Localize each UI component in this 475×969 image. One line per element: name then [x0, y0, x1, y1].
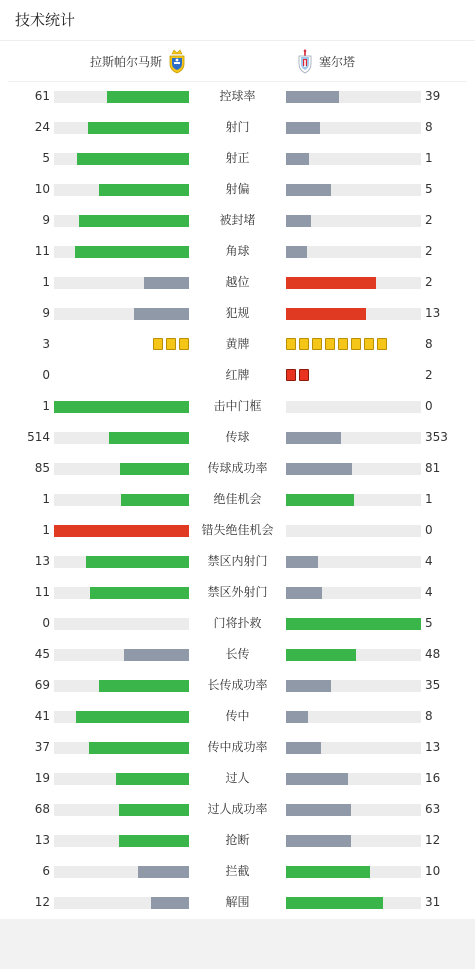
away-bar-fill — [286, 277, 376, 289]
home-value: 10 — [34, 182, 50, 196]
away-value: 63 — [425, 802, 441, 816]
away-value: 35 — [425, 678, 441, 692]
yellow-card-icon — [286, 338, 296, 350]
stat-row — [0, 112, 475, 143]
stat-label: 禁区内射门 — [207, 554, 268, 568]
home-value: 11 — [34, 244, 50, 258]
away-bar-track — [286, 277, 421, 289]
stat-label: 传中成功率 — [207, 740, 268, 754]
away-bar-fill — [286, 122, 320, 134]
stat-label: 解围 — [225, 895, 250, 909]
stat-label: 击中门框 — [213, 399, 262, 413]
red-card-icon — [299, 369, 309, 381]
home-bar-track — [54, 649, 189, 661]
home-value: 11 — [34, 585, 50, 599]
stat-row — [0, 391, 475, 422]
home-bar-track — [54, 184, 189, 196]
away-bar-fill — [286, 711, 308, 723]
yellow-card-icon — [351, 338, 361, 350]
away-bar-track — [286, 153, 421, 165]
stat-row — [0, 701, 475, 732]
away-team-name: 塞尔塔 — [319, 54, 356, 69]
away-bar-track — [286, 680, 421, 692]
yellow-card-icon — [312, 338, 322, 350]
home-bar-track — [54, 153, 189, 165]
away-value: 4 — [425, 554, 433, 568]
stat-row — [0, 794, 475, 825]
home-bar-fill — [107, 91, 189, 103]
home-value: 0 — [42, 616, 50, 630]
stat-label: 门将扑救 — [213, 616, 262, 630]
home-bar-fill — [109, 432, 189, 444]
stat-row — [0, 546, 475, 577]
home-bar-fill — [75, 246, 189, 258]
away-bar-fill — [286, 773, 348, 785]
away-cards — [286, 369, 309, 381]
away-value: 2 — [425, 275, 433, 289]
away-value: 0 — [425, 399, 433, 413]
away-value: 31 — [425, 895, 441, 909]
stat-label: 错失绝佳机会 — [201, 523, 274, 537]
yellow-card-icon — [325, 338, 335, 350]
home-bar-track — [54, 680, 189, 692]
home-bar-fill — [116, 773, 189, 785]
home-bar-track — [54, 525, 189, 537]
yellow-card-icon — [338, 338, 348, 350]
home-bar-track — [54, 246, 189, 258]
stat-row — [0, 763, 475, 794]
away-bar-track — [286, 215, 421, 227]
away-bar-track — [286, 184, 421, 196]
away-value: 13 — [425, 740, 441, 754]
home-value: 6 — [42, 864, 50, 878]
home-value: 24 — [34, 120, 50, 134]
home-bar-fill — [119, 835, 189, 847]
away-bar-fill — [286, 215, 311, 227]
stat-row — [0, 577, 475, 608]
home-bar-fill — [134, 308, 189, 320]
home-bar-track — [54, 308, 189, 320]
page-title: 技术统计 — [15, 11, 76, 29]
away-bar-fill — [286, 246, 307, 258]
away-value: 12 — [425, 833, 441, 847]
away-bar-fill — [286, 804, 351, 816]
away-bar-track — [286, 122, 421, 134]
stat-label: 长传成功率 — [207, 678, 268, 692]
header-divider — [0, 40, 475, 41]
away-bar-track — [286, 246, 421, 258]
stats-list — [0, 81, 475, 918]
home-value: 37 — [34, 740, 50, 754]
home-bar-fill — [90, 587, 189, 599]
away-value: 2 — [425, 213, 433, 227]
home-bar-fill — [54, 401, 189, 413]
yellow-card-icon — [364, 338, 374, 350]
stat-label: 犯规 — [225, 306, 250, 320]
away-bar-fill — [286, 680, 331, 692]
stat-label: 过人成功率 — [207, 802, 268, 816]
stat-label: 射正 — [225, 151, 250, 165]
stat-label: 传中 — [225, 709, 250, 723]
home-bar-fill — [54, 525, 189, 537]
away-value: 2 — [425, 244, 433, 258]
stat-row — [0, 267, 475, 298]
away-value: 1 — [425, 151, 433, 165]
away-bar-fill — [286, 153, 309, 165]
stat-label: 绝佳机会 — [213, 492, 262, 506]
stat-row — [0, 670, 475, 701]
away-bar-track — [286, 742, 421, 754]
away-bar-fill — [286, 835, 351, 847]
away-bar-fill — [286, 897, 383, 909]
stat-label: 被封堵 — [219, 213, 256, 227]
away-value: 39 — [425, 89, 441, 103]
away-value: 8 — [425, 337, 433, 351]
home-value: 1 — [42, 492, 50, 506]
away-bar-fill — [286, 494, 354, 506]
away-bar-track — [286, 463, 421, 475]
stat-row — [0, 174, 475, 205]
away-bar-track — [286, 494, 421, 506]
stat-label: 红牌 — [225, 368, 250, 382]
red-card-icon — [286, 369, 296, 381]
away-bar-fill — [286, 866, 370, 878]
home-bar-fill — [88, 122, 189, 134]
away-bar-track — [286, 618, 421, 630]
home-bar-fill — [89, 742, 189, 754]
stat-label: 射偏 — [225, 182, 250, 196]
home-team-name: 拉斯帕尔马斯 — [90, 54, 163, 69]
away-bar-fill — [286, 649, 356, 661]
home-bar-fill — [124, 649, 189, 661]
stat-row — [0, 856, 475, 887]
stat-row — [0, 81, 475, 112]
away-bar-track — [286, 587, 421, 599]
stat-row — [0, 608, 475, 639]
home-team — [90, 48, 187, 74]
home-value: 45 — [34, 647, 50, 661]
away-bar-fill — [286, 91, 339, 103]
home-value: 41 — [34, 709, 50, 723]
home-value: 1 — [42, 399, 50, 413]
away-team — [295, 48, 355, 74]
home-bar-track — [54, 587, 189, 599]
stat-row — [0, 236, 475, 267]
away-bar-fill — [286, 463, 352, 475]
away-bar-fill — [286, 432, 341, 444]
stat-label: 禁区外射门 — [207, 585, 268, 599]
stat-label: 抢断 — [225, 833, 250, 847]
stat-row — [0, 422, 475, 453]
away-bar-track — [286, 866, 421, 878]
stat-row — [0, 329, 475, 360]
home-value: 69 — [34, 678, 50, 692]
stat-label: 越位 — [225, 275, 250, 289]
home-bar-fill — [121, 494, 189, 506]
home-bar-track — [54, 122, 189, 134]
home-value: 12 — [34, 895, 50, 909]
home-value: 514 — [27, 430, 50, 444]
yellow-card-icon — [299, 338, 309, 350]
home-value: 1 — [42, 523, 50, 537]
home-bar-track — [54, 835, 189, 847]
yellow-card-icon — [153, 338, 163, 350]
away-bar-track — [286, 835, 421, 847]
stat-label: 传球 — [225, 430, 250, 444]
home-bar-fill — [120, 463, 189, 475]
home-bar-track — [54, 742, 189, 754]
away-value: 48 — [425, 647, 441, 661]
home-value: 13 — [34, 554, 50, 568]
home-value: 68 — [34, 802, 50, 816]
away-bar-track — [286, 711, 421, 723]
away-value: 2 — [425, 368, 433, 382]
home-bar-track — [54, 91, 189, 103]
home-bar-fill — [99, 184, 189, 196]
home-value: 85 — [34, 461, 50, 475]
home-value: 13 — [34, 833, 50, 847]
home-value: 9 — [42, 306, 50, 320]
home-bar-fill — [86, 556, 189, 568]
away-value: 10 — [425, 864, 441, 878]
home-bar-track — [54, 277, 189, 289]
stat-label: 黄牌 — [225, 337, 250, 351]
home-bar-fill — [144, 277, 189, 289]
yellow-card-icon — [166, 338, 176, 350]
away-bar-fill — [286, 742, 321, 754]
home-bar-fill — [138, 866, 189, 878]
home-bar-fill — [77, 153, 189, 165]
away-value: 8 — [425, 709, 433, 723]
stat-label: 拦截 — [225, 864, 250, 878]
home-bar-track — [54, 401, 189, 413]
home-cards — [153, 338, 189, 350]
home-bar-fill — [151, 897, 189, 909]
stat-row — [0, 484, 475, 515]
home-value: 19 — [34, 771, 50, 785]
stat-row — [0, 205, 475, 236]
home-bar-fill — [99, 680, 189, 692]
stat-label: 长传 — [225, 647, 250, 661]
home-bar-track — [54, 215, 189, 227]
stat-label: 传球成功率 — [207, 461, 268, 475]
home-value: 61 — [34, 89, 50, 103]
home-bar-track — [54, 432, 189, 444]
home-bar-track — [54, 711, 189, 723]
away-cards — [286, 338, 387, 350]
home-bar-fill — [119, 804, 189, 816]
home-value: 5 — [42, 151, 50, 165]
stat-row — [0, 453, 475, 484]
stat-row — [0, 143, 475, 174]
stat-row — [0, 515, 475, 546]
stat-row — [0, 298, 475, 329]
away-value: 5 — [425, 182, 433, 196]
away-bar-fill — [286, 556, 318, 568]
home-value: 1 — [42, 275, 50, 289]
away-bar-track — [286, 432, 421, 444]
away-value: 81 — [425, 461, 441, 475]
stat-row — [0, 360, 475, 391]
away-value: 8 — [425, 120, 433, 134]
stat-label: 过人 — [225, 771, 250, 785]
stat-row — [0, 825, 475, 856]
home-bar-track — [54, 494, 189, 506]
away-bar-track — [286, 773, 421, 785]
away-bar-track — [286, 525, 421, 537]
away-value: 0 — [425, 523, 433, 537]
away-value: 16 — [425, 771, 441, 785]
away-bar-track — [286, 804, 421, 816]
yellow-card-icon — [179, 338, 189, 350]
home-bar-track — [54, 897, 189, 909]
away-value: 353 — [425, 430, 448, 444]
stat-row — [0, 732, 475, 763]
home-bar-fill — [76, 711, 189, 723]
away-bar-track — [286, 91, 421, 103]
home-bar-track — [54, 773, 189, 785]
yellow-card-icon — [377, 338, 387, 350]
away-bar-track — [286, 897, 421, 909]
away-bar-fill — [286, 184, 331, 196]
celta-crest-icon — [295, 48, 315, 74]
away-bar-fill — [286, 308, 366, 320]
home-bar-track — [54, 463, 189, 475]
away-bar-track — [286, 308, 421, 320]
away-bar-track — [286, 556, 421, 568]
home-bar-fill — [79, 215, 189, 227]
away-bar-fill — [286, 587, 322, 599]
away-bar-fill — [286, 618, 421, 630]
away-value: 1 — [425, 492, 433, 506]
home-value: 9 — [42, 213, 50, 227]
home-bar-track — [54, 556, 189, 568]
home-bar-track — [54, 866, 189, 878]
home-value: 3 — [42, 337, 50, 351]
away-value: 13 — [425, 306, 441, 320]
home-bar-track — [54, 804, 189, 816]
away-bar-track — [286, 649, 421, 661]
las-palmas-crest-icon — [167, 48, 187, 74]
away-value: 5 — [425, 616, 433, 630]
home-value: 0 — [42, 368, 50, 382]
stat-label: 射门 — [225, 120, 250, 134]
stat-row — [0, 639, 475, 670]
stat-label: 控球率 — [219, 89, 256, 103]
stat-row — [0, 887, 475, 918]
away-value: 4 — [425, 585, 433, 599]
home-bar-track — [54, 618, 189, 630]
away-bar-track — [286, 401, 421, 413]
stat-label: 角球 — [225, 244, 250, 258]
